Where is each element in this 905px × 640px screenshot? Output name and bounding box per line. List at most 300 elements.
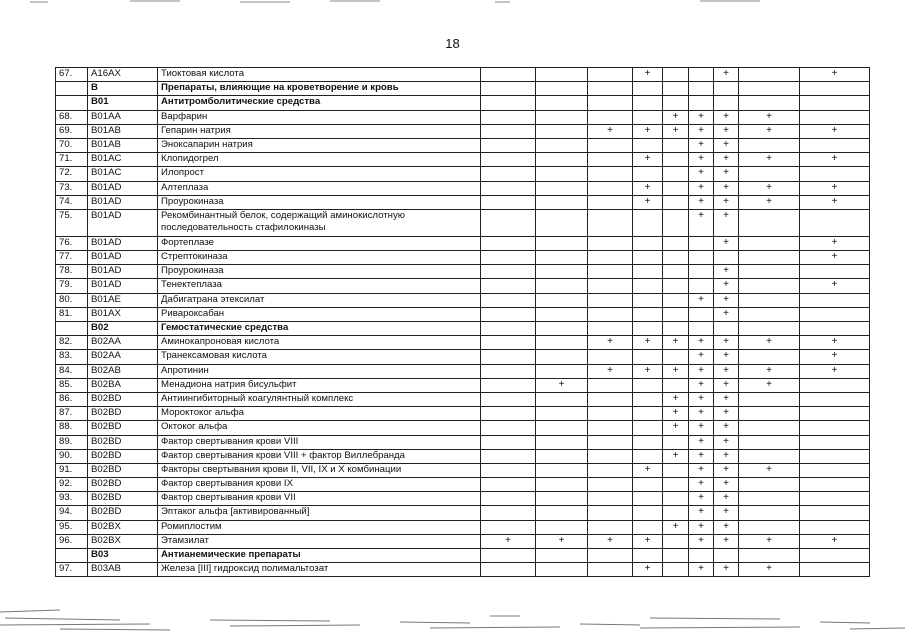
mark-cell bbox=[800, 506, 870, 520]
mark-cell bbox=[536, 68, 588, 82]
mark-cell bbox=[663, 68, 689, 82]
mark-cell bbox=[588, 209, 633, 236]
mark-cell: + bbox=[633, 364, 663, 378]
mark-cell: + bbox=[689, 520, 714, 534]
mark-cell: + bbox=[800, 68, 870, 82]
mark-cell bbox=[481, 307, 536, 321]
mark-cell: + bbox=[739, 336, 800, 350]
mark-cell: + bbox=[739, 195, 800, 209]
mark-cell bbox=[739, 506, 800, 520]
atc-code: B01AD bbox=[88, 265, 158, 279]
mark-cell bbox=[739, 435, 800, 449]
mark-cell bbox=[633, 421, 663, 435]
mark-cell bbox=[689, 549, 714, 563]
mark-cell bbox=[800, 307, 870, 321]
atc-code: B02BD bbox=[88, 463, 158, 477]
table-row bbox=[56, 449, 870, 463]
mark-cell bbox=[536, 110, 588, 124]
mark-cell: + bbox=[800, 124, 870, 138]
mark-cell: + bbox=[714, 153, 739, 167]
mark-cell bbox=[633, 506, 663, 520]
mark-cell bbox=[663, 181, 689, 195]
mark-cell bbox=[800, 167, 870, 181]
scan-artifact-bottom bbox=[0, 598, 905, 640]
mark-cell bbox=[481, 236, 536, 250]
mark-cell: + bbox=[714, 307, 739, 321]
drug-name: Аминокапроновая кислота bbox=[158, 336, 481, 350]
mark-cell bbox=[481, 110, 536, 124]
mark-cell bbox=[633, 138, 663, 152]
row-number: 92. bbox=[56, 478, 88, 492]
mark-cell: + bbox=[739, 124, 800, 138]
mark-cell: + bbox=[689, 378, 714, 392]
table-row bbox=[56, 492, 870, 506]
mark-cell bbox=[663, 82, 689, 96]
row-number: 97. bbox=[56, 563, 88, 577]
row-number bbox=[56, 322, 88, 336]
table-row bbox=[56, 195, 870, 209]
mark-cell: + bbox=[481, 534, 536, 548]
drug-name: Транексамовая кислота bbox=[158, 350, 481, 364]
mark-cell bbox=[663, 236, 689, 250]
mark-cell bbox=[481, 478, 536, 492]
mark-cell: + bbox=[536, 378, 588, 392]
atc-code: B01AC bbox=[88, 167, 158, 181]
mark-cell: + bbox=[588, 364, 633, 378]
mark-cell: + bbox=[714, 407, 739, 421]
section-row bbox=[56, 82, 870, 96]
table-row bbox=[56, 293, 870, 307]
mark-cell bbox=[800, 407, 870, 421]
mark-cell bbox=[481, 463, 536, 477]
mark-cell bbox=[536, 563, 588, 577]
mark-cell bbox=[536, 407, 588, 421]
drug-name: Проурокиназа bbox=[158, 195, 481, 209]
mark-cell bbox=[536, 251, 588, 265]
mark-cell bbox=[800, 520, 870, 534]
drug-name: Фактор свертывания крови IX bbox=[158, 478, 481, 492]
mark-cell bbox=[588, 350, 633, 364]
mark-cell bbox=[588, 96, 633, 110]
table-row bbox=[56, 435, 870, 449]
mark-cell bbox=[663, 167, 689, 181]
mark-cell bbox=[633, 236, 663, 250]
mark-cell: + bbox=[800, 350, 870, 364]
mark-cell bbox=[633, 307, 663, 321]
mark-cell bbox=[800, 82, 870, 96]
row-number: 87. bbox=[56, 407, 88, 421]
mark-cell bbox=[663, 293, 689, 307]
mark-cell bbox=[663, 463, 689, 477]
mark-cell: + bbox=[739, 153, 800, 167]
mark-cell bbox=[481, 124, 536, 138]
mark-cell: + bbox=[663, 449, 689, 463]
atc-code: B01AB bbox=[88, 138, 158, 152]
atc-code: B01AD bbox=[88, 236, 158, 250]
table-row bbox=[56, 265, 870, 279]
atc-code: B02 bbox=[88, 322, 158, 336]
mark-cell bbox=[536, 506, 588, 520]
mark-cell bbox=[481, 549, 536, 563]
mark-cell: + bbox=[714, 138, 739, 152]
section-title: Гемостатические средства bbox=[158, 322, 481, 336]
mark-cell: + bbox=[714, 124, 739, 138]
mark-cell bbox=[588, 449, 633, 463]
mark-cell bbox=[739, 138, 800, 152]
mark-cell: + bbox=[689, 478, 714, 492]
row-number bbox=[56, 549, 88, 563]
mark-cell bbox=[536, 96, 588, 110]
mark-cell: + bbox=[689, 492, 714, 506]
table-row bbox=[56, 563, 870, 577]
mark-cell bbox=[633, 407, 663, 421]
row-number: 80. bbox=[56, 293, 88, 307]
drug-name: Эптаког альфа [активированный] bbox=[158, 506, 481, 520]
mark-cell bbox=[689, 96, 714, 110]
table-row bbox=[56, 478, 870, 492]
mark-cell: + bbox=[633, 153, 663, 167]
mark-cell bbox=[739, 549, 800, 563]
table-row bbox=[56, 251, 870, 265]
mark-cell bbox=[739, 478, 800, 492]
atc-code: B01AX bbox=[88, 307, 158, 321]
mark-cell bbox=[633, 520, 663, 534]
row-number: 93. bbox=[56, 492, 88, 506]
mark-cell bbox=[536, 236, 588, 250]
row-number: 84. bbox=[56, 364, 88, 378]
mark-cell bbox=[800, 293, 870, 307]
mark-cell bbox=[689, 307, 714, 321]
mark-cell bbox=[663, 549, 689, 563]
mark-cell: + bbox=[714, 478, 739, 492]
drug-name: Железа [III] гидроксид полимальтозат bbox=[158, 563, 481, 577]
mark-cell bbox=[588, 463, 633, 477]
table-row bbox=[56, 336, 870, 350]
mark-cell: + bbox=[739, 378, 800, 392]
mark-cell bbox=[588, 392, 633, 406]
atc-code: B01AC bbox=[88, 153, 158, 167]
mark-cell bbox=[481, 181, 536, 195]
mark-cell bbox=[481, 82, 536, 96]
mark-cell bbox=[714, 82, 739, 96]
drug-table bbox=[55, 67, 870, 577]
mark-cell bbox=[588, 492, 633, 506]
mark-cell: + bbox=[588, 336, 633, 350]
mark-cell bbox=[536, 124, 588, 138]
mark-cell bbox=[481, 520, 536, 534]
mark-cell bbox=[536, 392, 588, 406]
mark-cell: + bbox=[800, 279, 870, 293]
mark-cell bbox=[481, 138, 536, 152]
mark-cell bbox=[663, 378, 689, 392]
mark-cell bbox=[739, 167, 800, 181]
mark-cell bbox=[588, 279, 633, 293]
table-row bbox=[56, 421, 870, 435]
table-row bbox=[56, 534, 870, 548]
table-row bbox=[56, 392, 870, 406]
mark-cell bbox=[689, 68, 714, 82]
mark-cell bbox=[481, 435, 536, 449]
mark-cell: + bbox=[689, 124, 714, 138]
mark-cell bbox=[633, 392, 663, 406]
mark-cell: + bbox=[663, 421, 689, 435]
table-row bbox=[56, 209, 870, 236]
mark-cell bbox=[739, 492, 800, 506]
mark-cell: + bbox=[800, 195, 870, 209]
section-title: Антианемические препараты bbox=[158, 549, 481, 563]
section-title: Препараты, влияющие на кроветворение и кровь bbox=[158, 82, 481, 96]
mark-cell bbox=[739, 82, 800, 96]
drug-name: Рекомбинантный белок, содержащий аминокислотную последовательность стафилокиназы bbox=[158, 209, 481, 236]
mark-cell bbox=[536, 138, 588, 152]
drug-name: Октоког альфа bbox=[158, 421, 481, 435]
mark-cell bbox=[588, 82, 633, 96]
mark-cell bbox=[633, 251, 663, 265]
mark-cell bbox=[689, 322, 714, 336]
mark-cell bbox=[536, 181, 588, 195]
mark-cell: + bbox=[689, 138, 714, 152]
mark-cell bbox=[800, 463, 870, 477]
table-row bbox=[56, 153, 870, 167]
drug-name: Фортеплазе bbox=[158, 236, 481, 250]
drug-name: Стрептокиназа bbox=[158, 251, 481, 265]
mark-cell bbox=[633, 279, 663, 293]
mark-cell: + bbox=[800, 153, 870, 167]
mark-cell bbox=[663, 153, 689, 167]
section-row bbox=[56, 96, 870, 110]
mark-cell: + bbox=[714, 350, 739, 364]
mark-cell: + bbox=[689, 336, 714, 350]
drug-name: Менадиона натрия бисульфит bbox=[158, 378, 481, 392]
mark-cell bbox=[536, 364, 588, 378]
mark-cell bbox=[588, 307, 633, 321]
row-number: 72. bbox=[56, 167, 88, 181]
mark-cell bbox=[739, 322, 800, 336]
mark-cell bbox=[633, 350, 663, 364]
mark-cell: + bbox=[714, 563, 739, 577]
mark-cell bbox=[481, 407, 536, 421]
mark-cell bbox=[663, 251, 689, 265]
atc-code: B03 bbox=[88, 549, 158, 563]
mark-cell bbox=[663, 534, 689, 548]
table-row bbox=[56, 350, 870, 364]
mark-cell bbox=[633, 110, 663, 124]
mark-cell: + bbox=[714, 449, 739, 463]
mark-cell: + bbox=[714, 520, 739, 534]
mark-cell bbox=[663, 307, 689, 321]
mark-cell bbox=[536, 520, 588, 534]
mark-cell bbox=[588, 265, 633, 279]
mark-cell bbox=[588, 181, 633, 195]
mark-cell bbox=[481, 378, 536, 392]
mark-cell: + bbox=[689, 463, 714, 477]
atc-code: B03AB bbox=[88, 563, 158, 577]
atc-code: B01AD bbox=[88, 209, 158, 236]
mark-cell bbox=[481, 563, 536, 577]
mark-cell bbox=[739, 350, 800, 364]
table-row bbox=[56, 307, 870, 321]
drug-name: Алтеплаза bbox=[158, 181, 481, 195]
mark-cell bbox=[588, 378, 633, 392]
mark-cell: + bbox=[588, 534, 633, 548]
row-number bbox=[56, 96, 88, 110]
mark-cell: + bbox=[714, 279, 739, 293]
drug-name: Илопрост bbox=[158, 167, 481, 181]
mark-cell bbox=[481, 350, 536, 364]
mark-cell bbox=[633, 435, 663, 449]
mark-cell bbox=[588, 435, 633, 449]
mark-cell bbox=[800, 378, 870, 392]
row-number: 86. bbox=[56, 392, 88, 406]
mark-cell: + bbox=[739, 181, 800, 195]
mark-cell: + bbox=[714, 336, 739, 350]
table-row bbox=[56, 407, 870, 421]
atc-code: B01AA bbox=[88, 110, 158, 124]
mark-cell: + bbox=[633, 463, 663, 477]
atc-code: B01AE bbox=[88, 293, 158, 307]
mark-cell: + bbox=[714, 492, 739, 506]
row-number: 95. bbox=[56, 520, 88, 534]
mark-cell bbox=[536, 167, 588, 181]
mark-cell bbox=[739, 209, 800, 236]
atc-code: B01 bbox=[88, 96, 158, 110]
row-number: 73. bbox=[56, 181, 88, 195]
mark-cell: + bbox=[689, 392, 714, 406]
mark-cell: + bbox=[689, 350, 714, 364]
atc-code: B02BD bbox=[88, 506, 158, 520]
mark-cell: + bbox=[689, 293, 714, 307]
drug-name: Варфарин bbox=[158, 110, 481, 124]
mark-cell: + bbox=[714, 293, 739, 307]
mark-cell bbox=[800, 435, 870, 449]
mark-cell bbox=[481, 265, 536, 279]
mark-cell: + bbox=[714, 463, 739, 477]
mark-cell bbox=[663, 435, 689, 449]
atc-code: B bbox=[88, 82, 158, 96]
row-number: 89. bbox=[56, 435, 88, 449]
mark-cell bbox=[739, 392, 800, 406]
mark-cell bbox=[588, 549, 633, 563]
mark-cell bbox=[689, 82, 714, 96]
mark-cell bbox=[536, 435, 588, 449]
mark-cell bbox=[481, 279, 536, 293]
mark-cell bbox=[739, 236, 800, 250]
mark-cell bbox=[588, 407, 633, 421]
mark-cell bbox=[536, 421, 588, 435]
section-row bbox=[56, 549, 870, 563]
mark-cell: + bbox=[633, 124, 663, 138]
atc-code: B02BD bbox=[88, 449, 158, 463]
drug-name: Апротинин bbox=[158, 364, 481, 378]
mark-cell bbox=[588, 322, 633, 336]
atc-code: B01AB bbox=[88, 124, 158, 138]
drug-name: Факторы свертывания крови II, VII, IX и X комбинации bbox=[158, 463, 481, 477]
mark-cell bbox=[663, 138, 689, 152]
mark-cell bbox=[739, 421, 800, 435]
mark-cell bbox=[481, 153, 536, 167]
mark-cell bbox=[714, 549, 739, 563]
mark-cell: + bbox=[739, 563, 800, 577]
mark-cell bbox=[714, 251, 739, 265]
mark-cell: + bbox=[739, 534, 800, 548]
mark-cell: + bbox=[800, 236, 870, 250]
mark-cell bbox=[536, 82, 588, 96]
mark-cell: + bbox=[588, 124, 633, 138]
atc-code: B01AD bbox=[88, 279, 158, 293]
scan-artifact-top bbox=[0, 0, 905, 8]
atc-code: B02BX bbox=[88, 520, 158, 534]
table-row bbox=[56, 181, 870, 195]
mark-cell bbox=[739, 520, 800, 534]
mark-cell bbox=[481, 322, 536, 336]
mark-cell: + bbox=[663, 520, 689, 534]
row-number: 76. bbox=[56, 236, 88, 250]
mark-cell: + bbox=[663, 110, 689, 124]
mark-cell: + bbox=[689, 407, 714, 421]
mark-cell: + bbox=[800, 336, 870, 350]
mark-cell bbox=[481, 251, 536, 265]
mark-cell bbox=[800, 322, 870, 336]
mark-cell bbox=[481, 209, 536, 236]
mark-cell bbox=[739, 279, 800, 293]
mark-cell bbox=[663, 478, 689, 492]
mark-cell: + bbox=[689, 449, 714, 463]
mark-cell bbox=[800, 96, 870, 110]
mark-cell bbox=[663, 195, 689, 209]
row-number: 91. bbox=[56, 463, 88, 477]
mark-cell bbox=[800, 549, 870, 563]
table-row bbox=[56, 378, 870, 392]
table-row bbox=[56, 364, 870, 378]
mark-cell bbox=[739, 449, 800, 463]
mark-cell bbox=[689, 265, 714, 279]
mark-cell bbox=[536, 322, 588, 336]
mark-cell bbox=[633, 549, 663, 563]
mark-cell: + bbox=[714, 534, 739, 548]
row-number: 78. bbox=[56, 265, 88, 279]
table-row bbox=[56, 68, 870, 82]
mark-cell bbox=[536, 549, 588, 563]
mark-cell bbox=[800, 563, 870, 577]
table-row bbox=[56, 110, 870, 124]
mark-cell: + bbox=[714, 236, 739, 250]
mark-cell: + bbox=[633, 534, 663, 548]
mark-cell: + bbox=[714, 167, 739, 181]
mark-cell bbox=[536, 350, 588, 364]
row-number: 83. bbox=[56, 350, 88, 364]
mark-cell bbox=[663, 506, 689, 520]
mark-cell bbox=[588, 478, 633, 492]
mark-cell bbox=[689, 251, 714, 265]
mark-cell bbox=[588, 563, 633, 577]
table-row bbox=[56, 463, 870, 477]
mark-cell: + bbox=[663, 407, 689, 421]
mark-cell bbox=[800, 265, 870, 279]
table-row bbox=[56, 124, 870, 138]
mark-cell bbox=[633, 378, 663, 392]
row-number: 74. bbox=[56, 195, 88, 209]
mark-cell bbox=[588, 293, 633, 307]
mark-cell bbox=[663, 265, 689, 279]
drug-name: Тиоктовая кислота bbox=[158, 68, 481, 82]
row-number: 68. bbox=[56, 110, 88, 124]
mark-cell: + bbox=[800, 181, 870, 195]
mark-cell bbox=[536, 195, 588, 209]
mark-cell bbox=[481, 364, 536, 378]
mark-cell bbox=[536, 153, 588, 167]
table-row bbox=[56, 138, 870, 152]
mark-cell: + bbox=[714, 421, 739, 435]
